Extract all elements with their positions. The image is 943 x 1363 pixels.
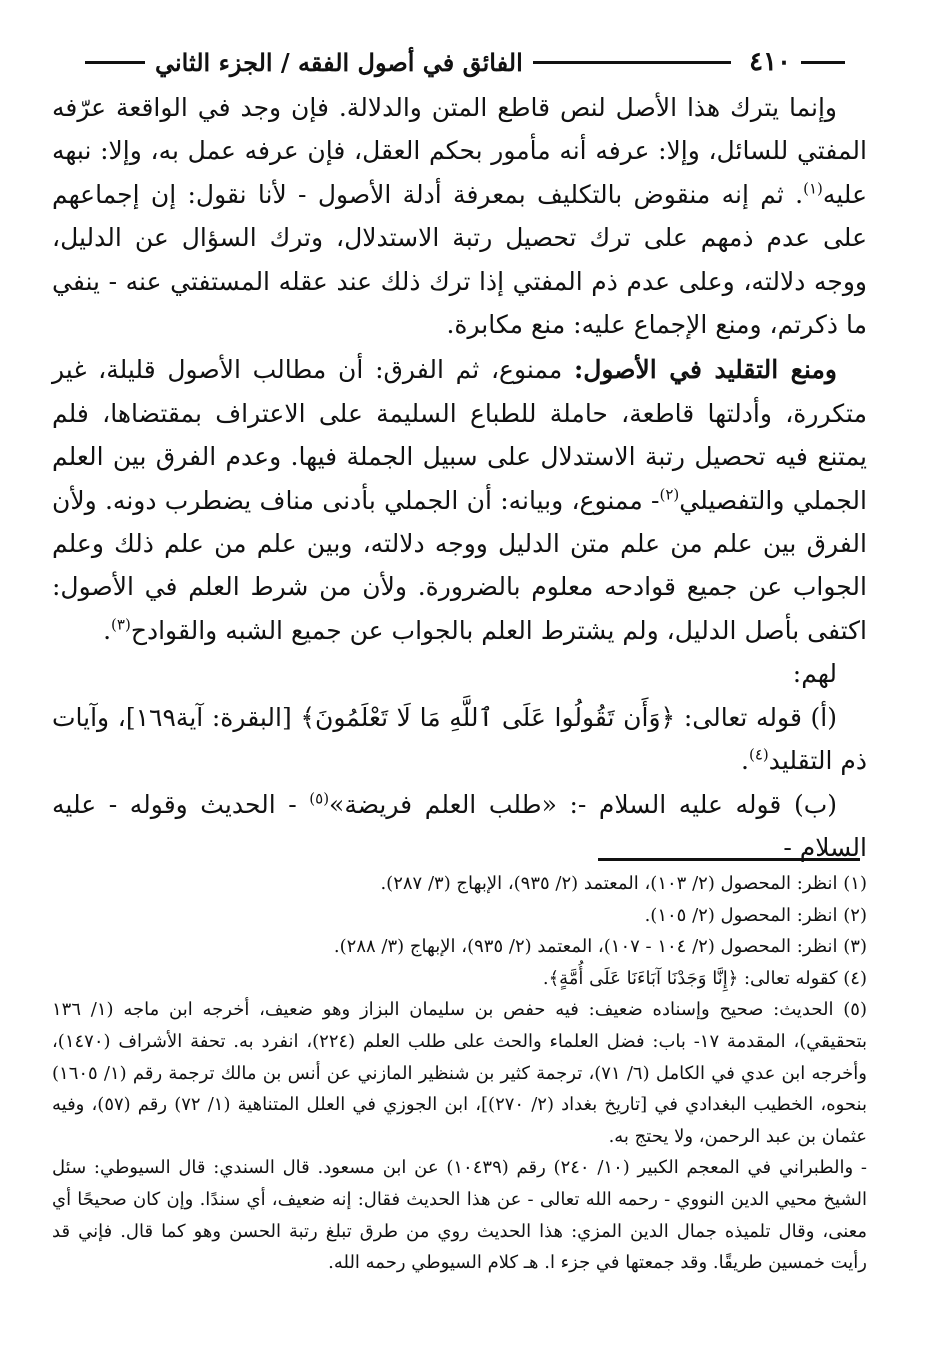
paragraph-2 (52, 348, 867, 652)
paragraph-1 (52, 86, 867, 346)
footnote-ref-4[interactable]: (٤) (748, 745, 769, 764)
item-a-tail: ، وآيات ذم التقليد (52, 702, 867, 776)
header-rule-middle (533, 61, 731, 64)
item-a-citation: [البقرة: آية١٦٩] (125, 702, 292, 732)
paragraph-2-end: . (103, 615, 112, 645)
footnote-ref-5[interactable]: (٥) (309, 789, 330, 808)
paragraph-2-lead: ومنع التقليد في الأصول: (573, 355, 837, 385)
header-rule-right (801, 61, 845, 64)
paragraph-1-tail: . ثم إنه منقوض بالتكليف بمعرفة أدلة الأصول - لأنا نقول: إن إجماعهم على عدم ذمهم على ترك تحصيل رتبة الاستدلال، وترك السؤال عن الدليل، ووجه دلالته، وعلى عدم ذم المفتي إذا ترك ذلك عند عقله المستفتي عنه - ينفي ما ذكرتم، ومنع الإجماع عليه: منع مكابرة. (52, 179, 867, 340)
footnote-separator (598, 858, 860, 861)
item-a-quran: ﴿وَأَن تَقُولُوا عَلَى ٱللَّهِ مَا لَا تَعْلَمُونَ﴾ (291, 702, 684, 732)
header-rule-left (85, 61, 145, 64)
running-title: الفائق في أصول الفقه / الجزء الثاني (155, 47, 523, 77)
lahum-heading: لهم: (792, 659, 837, 689)
footnote-ref-3[interactable]: (٣) (111, 615, 131, 634)
footnote-ref-2[interactable]: (٢) (659, 485, 680, 504)
page-header (85, 42, 845, 82)
paragraph-2-text-a: ممنوع، ثم الفرق: أن مطالب الأصول قليلة، غير متكررة، وأدلتها قاطعة، حاملة للطباع السليمة على الاعتراف بمقتضاها، فلم يمتنع فيه تحصيل رتبة الاستدلال على سبيل الجملة فيها. وعدم الفرق بين العلم الجملي والتفصيلي (52, 355, 867, 515)
paragraph-2-text-b: - ممنوع، وبيانه: أن الجملي بأدنى مناف يضطرب دونه. ولأن الفرق بين علم من علم متن الدليل ووجه دلالته، وبين علم من علم ذلك وعلم الجواب عن جميع قوادحه معلوم بالضرورة. ولأن من شرط العلم في الأصول: اكتفى بأصل الدليل، ولم يشترط العلم بالجواب عن جميع الشبه والقوادح (52, 485, 867, 645)
footnote-2: (٢) انظر: المحصول (٢/ ١٠٥). (644, 904, 867, 926)
item-b (52, 783, 867, 870)
footnote-5: (٥) الحديث: صحيح وإسناده ضعيف: فيه حفص بن سليمان البزاز وهو ضعيف، أخرجه ابن ماجه (١/ ١٣٦ بتحقيقي)، المقدمة ١٧- باب: فضل العلماء والحث على طلب العلم (٢٢٤)، انفرد به. تحفة الأشراف (١٤٧٠)، وأخرجه ابن عدي في الكامل (٦/ ٧١)، ترجمة كثير بن شنظير المازني عن أنس بن مالك ترجمة رقم (١/ ١٦٠٥) بنحوه، الخطيب البغدادي في [تاريخ بغداد (٢/ ٢٧٠)]، ابن الجوزي في العلل المتناهية (١/ ٧٢) رقم (٥٧)، وفيه عثمان بن عبد الرحمن، ولا يحتج به. (52, 999, 868, 1147)
footnote-1: (١) انظر: المحصول (٢/ ١٠٣)، المعتمد (٢/ ٩٣٥)، الإبهاج (٣/ ٢٨٧). (380, 873, 867, 894)
item-a-label: (أ) قوله تعالى: (683, 702, 837, 732)
main-text (52, 86, 867, 869)
item-a (52, 696, 867, 783)
item-b-text: (ب) قوله عليه السلام -: «طلب العلم فريضة» (329, 789, 837, 819)
paragraph-1-text: وإنما يترك هذا الأصل لنص قاطع المتن والدلالة. فإن وجد في الواقعة عرّفه المفتي للسائل، وإلا: عرفه أنه مأمور بحكم العقل، فإن عرفه عمل به، وإلا: نبهه عليه (52, 93, 867, 209)
footnote-5-continued: - والطبراني في المعجم الكبير (١٠/ ٢٤٠) رقم (١٠٤٣٩) عن ابن مسعود. قال السندي: قال السيوطي: سئل الشيخ محيي الدين النووي - رحمه الله تعالى - عن هذا الحديث فقال: إنه ضعيف، أي سندًا. وإن كان صحيحًا أي معنى، وقال تلميذه جمال الدين المزي: هذا الحديث روي من طرق تبلغ رتبة الحسن وهو كما قال. فإني قد رأيت خمسين طريقًا. وقد جمعتها في جزء ا. هـ كلام السيوطي رحمه الله. (52, 1157, 867, 1274)
footnote-ref-1[interactable]: (١) (803, 179, 823, 198)
item-b-tail: - الحديث وقوله - عليه السلام - (52, 789, 867, 862)
page-number: ٤١٠ (749, 47, 791, 77)
footnote-3: (٣) انظر: المحصول (٢/ ١٠٤ - ١٠٧)، المعتمد (٢/ ٩٣٥)، الإبهاج (٣/ ٢٨٨). (333, 936, 867, 958)
footnotes (52, 868, 867, 1279)
footnote-4: (٤) كقوله تعالى: ﴿إِنَّا وَجَدْنَا آبَاءَنَا عَلَى أُمَّةٍ﴾. (542, 967, 867, 989)
item-a-end: . (741, 746, 749, 776)
